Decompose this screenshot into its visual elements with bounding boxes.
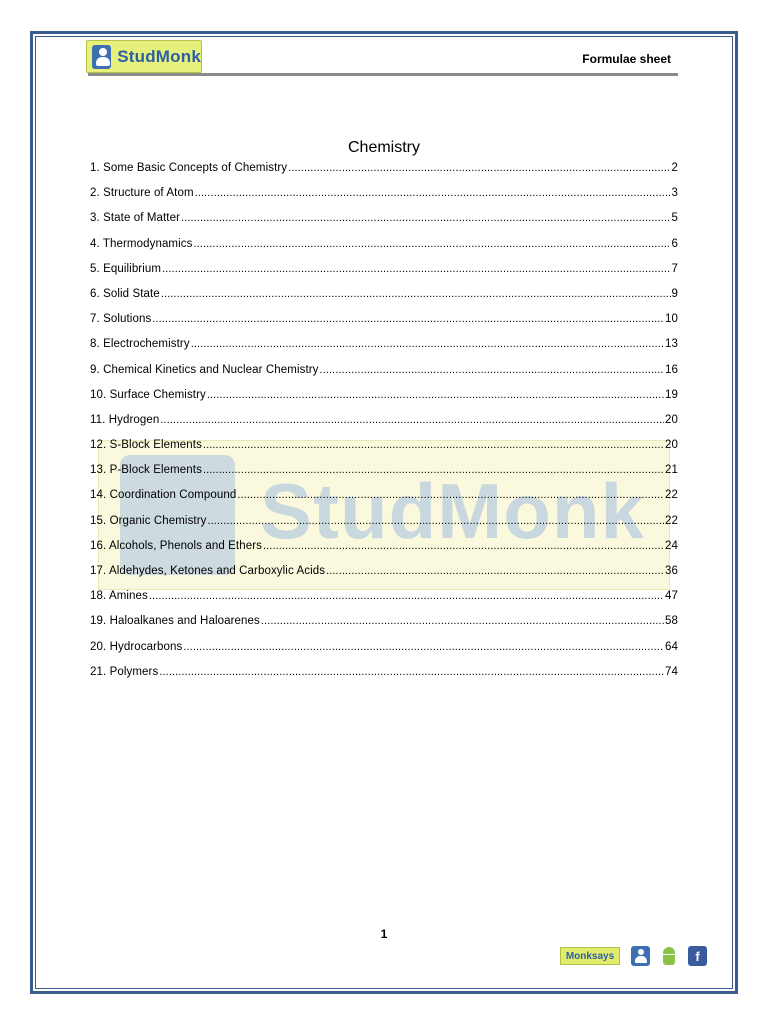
toc-entry-label: 2. Structure of Atom bbox=[90, 187, 194, 200]
toc-entry[interactable] bbox=[90, 540, 678, 565]
toc-leader-dots bbox=[149, 590, 664, 602]
toc-entry[interactable] bbox=[90, 288, 678, 313]
toc-entry-page: 64 bbox=[665, 640, 678, 653]
toc-leader-dots bbox=[183, 641, 664, 653]
toc-entry-page: 20 bbox=[665, 439, 678, 452]
toc-leader-dots bbox=[263, 540, 664, 552]
header-title: Formulae sheet bbox=[582, 52, 671, 66]
toc-entry-page: 21 bbox=[665, 464, 678, 477]
toc-entry-label: 19. Haloalkanes and Haloarenes bbox=[90, 615, 260, 628]
page-title: Chemistry bbox=[347, 139, 420, 156]
toc-leader-dots bbox=[159, 666, 664, 678]
toc-leader-dots bbox=[320, 364, 664, 376]
toc-entry[interactable] bbox=[90, 364, 678, 389]
toc-leader-dots bbox=[161, 288, 671, 300]
toc-leader-dots bbox=[203, 464, 664, 476]
toc-leader-dots bbox=[207, 389, 664, 401]
toc-leader-dots bbox=[326, 565, 664, 577]
toc-entry-label: 3. State of Matter bbox=[90, 212, 181, 225]
toc-entry[interactable] bbox=[90, 615, 678, 640]
toc-entry-label: 17. Aldehydes, Ketones and Carboxylic Acids bbox=[90, 565, 326, 577]
toc-entry[interactable] bbox=[90, 238, 678, 263]
toc-entry-label: 11. Hydrogen bbox=[90, 413, 160, 426]
logo-text: StudMonk bbox=[117, 46, 201, 66]
toc-leader-dots bbox=[203, 439, 664, 451]
toc-entry-label: 6. Solid State bbox=[90, 287, 160, 300]
table-of-contents bbox=[90, 162, 678, 691]
toc-leader-dots bbox=[162, 263, 670, 275]
toc-entry[interactable] bbox=[90, 162, 678, 187]
toc-entry-page: 47 bbox=[665, 590, 678, 603]
toc-entry-label: 16. Alcohols, Phenols and Ethers bbox=[90, 539, 262, 552]
toc-entry-page: 3 bbox=[671, 187, 678, 200]
toc-entry-label: 13. P-Block Elements bbox=[90, 464, 202, 477]
toc-entry-page: 6 bbox=[671, 237, 678, 250]
toc-entry-page: 13 bbox=[665, 338, 678, 351]
toc-entry-page: 36 bbox=[665, 565, 678, 577]
toc-entry[interactable] bbox=[90, 515, 678, 540]
header-divider bbox=[88, 73, 678, 76]
android-glyph bbox=[661, 947, 677, 965]
toc-entry[interactable] bbox=[90, 439, 678, 464]
toc-entry[interactable] bbox=[90, 263, 678, 288]
toc-entry-page: 74 bbox=[665, 665, 678, 678]
toc-entry-label: 10. Surface Chemistry bbox=[90, 388, 206, 401]
toc-entry[interactable] bbox=[90, 641, 678, 666]
toc-entry-page: 58 bbox=[665, 615, 678, 628]
toc-entry-label: 15. Organic Chemistry bbox=[90, 514, 207, 527]
facebook-icon[interactable] bbox=[688, 946, 707, 966]
toc-entry-label: 4. Thermodynamics bbox=[90, 237, 193, 250]
studmonk-logo bbox=[86, 40, 202, 73]
toc-entry-page: 24 bbox=[665, 539, 678, 552]
toc-leader-dots bbox=[181, 212, 670, 224]
toc-entry[interactable] bbox=[90, 338, 678, 363]
android-icon[interactable] bbox=[659, 946, 678, 966]
user-glyph bbox=[634, 948, 648, 964]
toc-entry[interactable] bbox=[90, 389, 678, 414]
toc-entry-label: 21. Polymers bbox=[90, 665, 159, 678]
facebook-glyph: f bbox=[695, 948, 700, 964]
toc-entry-label: 8. Electrochemistry bbox=[90, 338, 190, 351]
toc-leader-dots bbox=[191, 338, 664, 350]
toc-entry-label: 9. Chemical Kinetics and Nuclear Chemistry bbox=[90, 363, 319, 376]
toc-entry-page: 2 bbox=[671, 162, 678, 174]
toc-entry-label: 14. Coordination Compound bbox=[90, 489, 237, 502]
user-icon[interactable] bbox=[631, 946, 650, 966]
toc-entry-page: 22 bbox=[665, 489, 678, 502]
toc-entry[interactable] bbox=[90, 590, 678, 615]
toc-leader-dots bbox=[237, 489, 664, 501]
toc-leader-dots bbox=[261, 615, 664, 627]
watermark-text: StudMonk bbox=[260, 467, 645, 555]
toc-entry[interactable] bbox=[90, 212, 678, 237]
toc-entry[interactable] bbox=[90, 489, 678, 514]
toc-entry[interactable] bbox=[90, 187, 678, 212]
toc-entry-page: 22 bbox=[665, 514, 678, 527]
toc-entry-label: 1. Some Basic Concepts of Chemistry bbox=[90, 162, 288, 174]
toc-entry[interactable] bbox=[90, 313, 678, 338]
toc-entry-page: 10 bbox=[665, 313, 678, 326]
page-number: 1 bbox=[380, 927, 388, 941]
toc-entry[interactable] bbox=[90, 414, 678, 439]
toc-leader-dots bbox=[193, 238, 670, 250]
toc-entry[interactable] bbox=[90, 666, 678, 691]
toc-entry-page: 19 bbox=[665, 388, 678, 401]
toc-entry-page: 5 bbox=[671, 212, 678, 225]
toc-leader-dots bbox=[288, 162, 670, 174]
toc-entry-label: 20. Hydrocarbons bbox=[90, 640, 183, 653]
toc-entry-label: 7. Solutions bbox=[90, 313, 152, 326]
toc-entry-label: 5. Equilibrium bbox=[90, 262, 162, 275]
toc-entry-label: 12. S-Block Elements bbox=[90, 439, 202, 452]
toc-entry-label: 18. Amines bbox=[90, 590, 148, 603]
toc-entry-page: 16 bbox=[665, 363, 678, 376]
toc-entry-page: 7 bbox=[671, 262, 678, 275]
toc-leader-dots bbox=[160, 414, 664, 426]
toc-entry-page: 9 bbox=[671, 287, 678, 300]
toc-entry[interactable] bbox=[90, 464, 678, 489]
toc-leader-dots bbox=[208, 515, 665, 527]
monk-icon bbox=[92, 45, 111, 69]
monksays-badge[interactable]: Monksays bbox=[560, 947, 620, 965]
toc-leader-dots bbox=[152, 313, 664, 325]
toc-entry[interactable] bbox=[90, 565, 678, 590]
toc-leader-dots bbox=[195, 187, 671, 199]
toc-entry-page: 20 bbox=[665, 413, 678, 426]
